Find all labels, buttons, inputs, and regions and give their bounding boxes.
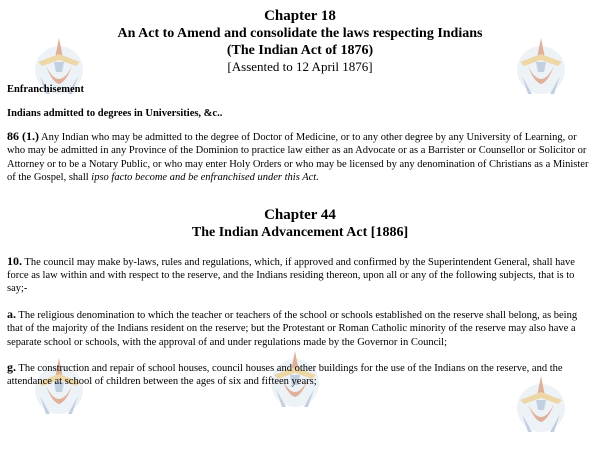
chapter-heading: Chapter 18 bbox=[264, 8, 336, 24]
clause-10 bbox=[7, 255, 593, 296]
chapter-18-header bbox=[7, 8, 593, 75]
clause-g bbox=[7, 361, 593, 389]
clause-text: The religious denomination to which the teacher or teachers of the school or schools established on the reserve shall belong, as being that of the majority of the Indians resident on the reserve; but the Protestant or Roman Catholic minority of the reserve may also have a separate school or schools, with the approval of and under regulations made by the Governor in Council; bbox=[7, 309, 578, 348]
act-short-title: (The Indian Act of 1876) bbox=[226, 43, 374, 58]
clause-letter: g. bbox=[7, 360, 16, 375]
chapter-44-header bbox=[7, 207, 593, 241]
sub-heading: Indians admitted to degrees in Universities, &c.. bbox=[7, 108, 223, 119]
document-body bbox=[7, 8, 593, 389]
act-title: The Indian Advancement Act [1886] bbox=[191, 224, 409, 240]
chapter-heading: Chapter 44 bbox=[264, 206, 336, 223]
clause-letter: a. bbox=[7, 306, 16, 321]
section-heading: Enfranchisement bbox=[7, 84, 84, 95]
assent-date: [Assented to 12 April 1876] bbox=[227, 59, 373, 74]
act-title: An Act to Amend and consolidate the laws respecting Indians bbox=[117, 26, 483, 41]
clause-text: The council may make by-laws, rules and regulations, which, if approved and confirmed by the Superintendent General, shall have force as law within and with respect to the reserve, and the Indians residing thereon, upon all or any of the following subjects, that is to say;- bbox=[7, 256, 575, 295]
clause-italic-text: ipso facto become and be enfranchised under this Act. bbox=[91, 172, 319, 184]
clause-number: 86 (1.) bbox=[7, 129, 39, 143]
clause-text: The construction and repair of school houses, council houses and other buildings for the use of the Indians on the reserve, and the attendance at school of children between the ages of six and fifteen years; bbox=[7, 363, 563, 388]
clause-text: Any Indian who may be admitted to the degree of Doctor of Medicine, or to any other degree by any University of Learning, or who may be admitted in any Province of the Dominion to practice law either as an Advocate or as a Barrister or Counsellor or Solicitor or Attorney or to be a Notary Public, or who may enter Holy Orders or who may be licensed by any denomination of Christians as a Minister of the Gospel, shall bbox=[7, 132, 589, 184]
clause-a bbox=[7, 308, 593, 349]
clause-86 bbox=[7, 130, 593, 185]
clause-number: 10. bbox=[7, 253, 22, 268]
